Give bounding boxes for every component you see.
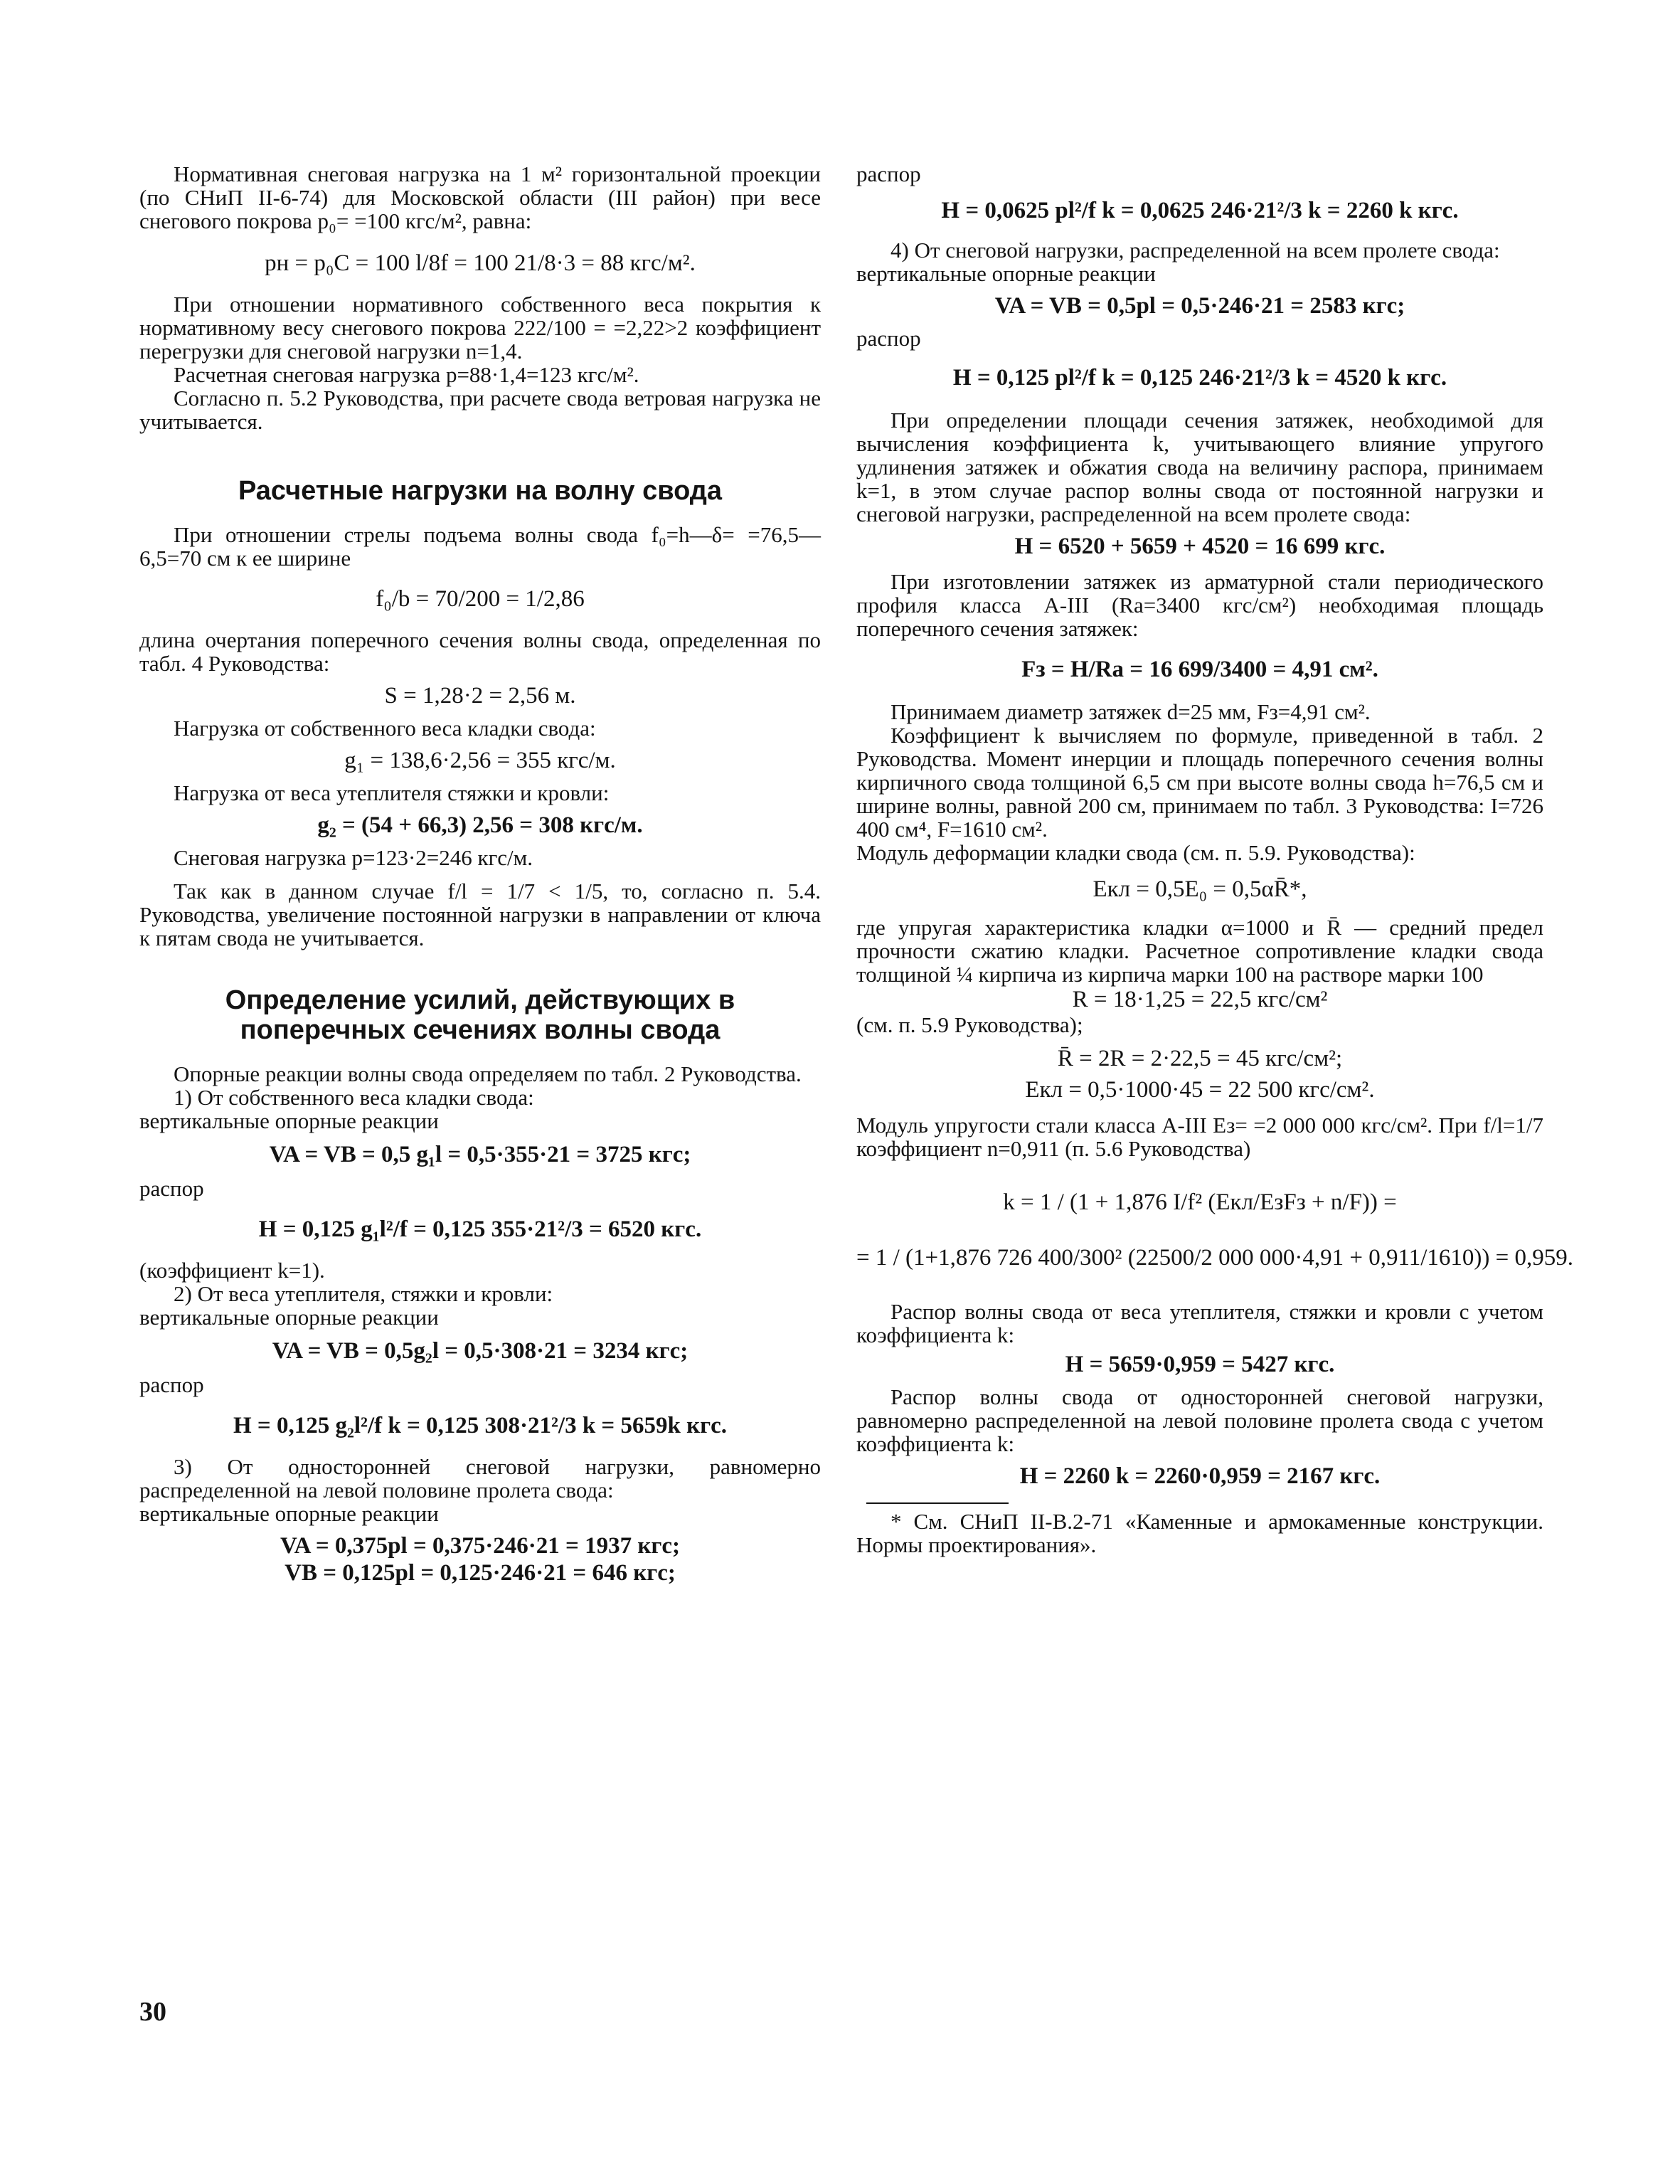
paragraph: 4) От снеговой нагрузки, распределенной на всем пролете свода: xyxy=(890,238,1500,263)
paragraph: 3) От односторонней снеговой нагрузки, равномерно распределенной на левой половине пролета свода: xyxy=(139,1454,821,1502)
equation: R = 18·1,25 = 22,5 кгс/см² xyxy=(1072,987,1328,1012)
paragraph: распор xyxy=(139,1176,204,1201)
paragraph: Нагрузка от собственного веса кладки свода: xyxy=(174,716,596,741)
paragraph: распор xyxy=(139,1372,204,1397)
section-heading: Расчетные нагрузки на волну свода xyxy=(238,476,723,506)
right-column xyxy=(856,161,1573,1557)
paragraph: Принимаем диаметр затяжек d=25 мм, Fз=4,91 см². xyxy=(890,699,1371,724)
paragraph: Согласно п. 5.2 Руководства, при расчете свода ветровая нагрузка не учитывается. xyxy=(139,386,821,434)
equation: = 1 / (1+1,876 726 400/300² (22500/2 000 000·4,91 + 0,911/1610)) = 0,959. xyxy=(856,1245,1573,1271)
equation: S = 1,28·2 = 2,56 м. xyxy=(384,683,576,709)
equation: VB = 0,125pl = 0,125·246·21 = 646 кгс; xyxy=(285,1560,676,1586)
equation: Fз = H/Rа = 16 699/3400 = 4,91 см². xyxy=(1021,657,1378,682)
paragraph: Распор волны свода от односторонней снеговой нагрузки, равномерно распределенной на левой половине пролета свода с учетом коэффициента k: xyxy=(856,1384,1543,1456)
paragraph: Модуль деформации кладки свода (см. п. 5.9. Руководства): xyxy=(856,840,1415,865)
paragraph: Модуль упругости стали класса А-III Eз= =2 000 000 кгс/см². При f/l=1/7 коэффициент n=0,911 (п. 5.6 Руководства) xyxy=(856,1113,1543,1161)
paragraph: вертикальные опорные реакции xyxy=(139,1501,439,1526)
equation: f₀/b = 70/200 = 1/2,86 xyxy=(376,586,585,612)
paragraph: вертикальные опорные реакции xyxy=(139,1305,439,1330)
equation: VA = VB = 0,5g₂l = 0,5·308·21 = 3234 кгс; xyxy=(272,1338,689,1364)
equation: H = 0,0625 pl²/f k = 0,0625 246·21²/3 k = 2260 k кгс. xyxy=(941,198,1459,223)
page-number: 30 xyxy=(139,1997,166,2027)
paragraph: При отношении стрелы подъема волны свода f₀=h—δ= =76,5—6,5=70 см к ее ширине xyxy=(139,522,821,571)
paragraph: Коэффициент k вычисляем по формуле, приведенной в табл. 2 Руководства. Момент инерции и площадь поперечного сечения волны кирпичного свода толщиной 6,5 см при высоте волны свода h=76,5 см и ширине волны, равной 200 см, принимаем по табл. 3 Руководства: I=726 400 см⁴, F=1610 см². xyxy=(856,723,1543,842)
paragraph: Нагрузка от веса утеплителя стяжки и кровли: xyxy=(174,780,610,805)
section-heading: Определение усилий, действующих в поперечных сечениях волны свода xyxy=(225,985,735,1045)
paragraph: распор xyxy=(856,161,921,186)
equation: Eкл = 0,5E₀ = 0,5αR̄*, xyxy=(1092,876,1307,902)
equation: g₂ = (54 + 66,3) 2,56 = 308 кгс/м. xyxy=(317,812,643,838)
equation: H = 0,125 pl²/f k = 0,125 246·21²/3 k = 4520 k кгс. xyxy=(952,365,1447,391)
paragraph: Расчетная снеговая нагрузка p=88·1,4=123 кгс/м². xyxy=(174,362,639,387)
paragraph: вертикальные опорные реакции xyxy=(856,261,1156,286)
equation: H = 2260 k = 2260·0,959 = 2167 кгс. xyxy=(1019,1463,1381,1489)
equation: VA = 0,375pl = 0,375·246·21 = 1937 кгс; xyxy=(280,1533,680,1559)
paragraph: Снеговая нагрузка p=123·2=246 кгс/м. xyxy=(174,845,533,870)
equation: R̄ = 2R = 2·22,5 = 45 кгс/см²; xyxy=(1057,1046,1343,1071)
footnote: * См. СНиП II-В.2-71 «Каменные и армокаменные конструкции. Нормы проектирования». xyxy=(856,1509,1543,1557)
paragraph: Так как в данном случае f/l = 1/7 < 1/5, то, согласно п. 5.4. Руководства, увеличение постоянной нагрузки в направлении от ключа к пятам свода не учитывается. xyxy=(139,879,821,950)
paragraph: Нормативная снеговая нагрузка на 1 м² горизонтальной проекции (по СНиП II-6-74) для Московской области (III район) при весе снегового покрова p₀= =100 кгс/м², равна: xyxy=(139,161,821,233)
paragraph: Опорные реакции волны свода определяем по табл. 2 Руководства. xyxy=(174,1061,802,1086)
paragraph: 1) От собственного веса кладки свода: xyxy=(174,1085,534,1110)
equation: Eкл = 0,5·1000·45 = 22 500 кгс/см². xyxy=(1025,1077,1375,1103)
equation: H = 0,125 g₂l²/f k = 0,125 308·21²/3 k = 5659k кгс. xyxy=(233,1413,727,1438)
paragraph: (см. п. 5.9 Руководства); xyxy=(856,1012,1083,1037)
paragraph: где упругая характеристика кладки α=1000 и R̄ — средний предел прочности сжатию кладки. Расчетное сопротивление кладки свода толщиной ¼ кирпича из кирпича марки 100 на растворе марки 100 xyxy=(856,915,1543,987)
paragraph: 2) От веса утеплителя, стяжки и кровли: xyxy=(174,1281,553,1306)
equation: k = 1 / (1 + 1,876 I/f² (Eкл/EзFз + n/F)) = xyxy=(1003,1189,1397,1215)
left-column xyxy=(139,162,821,1586)
paragraph: вертикальные опорные реакции xyxy=(139,1108,439,1133)
paragraph: При изготовлении затяжек из арматурной стали периодического профиля класса А-III (Rа=3400 кгс/см²) необходимая площадь поперечного сечения затяжек: xyxy=(856,569,1543,641)
equation: H = 5659·0,959 = 5427 кгс. xyxy=(1065,1352,1335,1377)
paragraph: распор xyxy=(856,326,921,351)
paragraph: Распор волны свода от веса утеплителя, стяжки и кровли с учетом коэффициента k: xyxy=(856,1299,1543,1347)
equation: H = 6520 + 5659 + 4520 = 16 699 кгс. xyxy=(1014,534,1386,559)
equation: VA = VB = 0,5pl = 0,5·246·21 = 2583 кгс; xyxy=(994,293,1405,319)
equation: VA = VB = 0,5 g₁l = 0,5·355·21 = 3725 кгс; xyxy=(269,1142,691,1167)
paragraph: При отношении нормативного собственного веса покрытия к нормативному весу снегового покрова 222/100 = =2,22>2 коэффициент перегрузки для снеговой нагрузки n=1,4. xyxy=(139,292,821,364)
paragraph: При определении площади сечения затяжек, необходимой для вычисления коэффициента k, учитывающего влияние упругого удлинения затяжек и обжатия свода на величину распора, принимаем k=1, в этом случае распор волны свода от постоянной нагрузки и снеговой нагрузки, распределенной на всем пролете свода: xyxy=(856,408,1543,526)
paragraph: (коэффициент k=1). xyxy=(139,1258,325,1283)
equation: H = 0,125 g₁l²/f = 0,125 355·21²/3 = 6520 кгс. xyxy=(258,1216,702,1242)
paragraph: длина очертания поперечного сечения волны свода, определенная по табл. 4 Руководства: xyxy=(139,627,821,676)
footnote-divider xyxy=(866,1502,1009,1504)
equation: pн = p₀C = 100 l/8f = 100 21/8·3 = 88 кгс/м². xyxy=(265,250,696,276)
equation: g₁ = 138,6·2,56 = 355 кгс/м. xyxy=(344,748,616,773)
